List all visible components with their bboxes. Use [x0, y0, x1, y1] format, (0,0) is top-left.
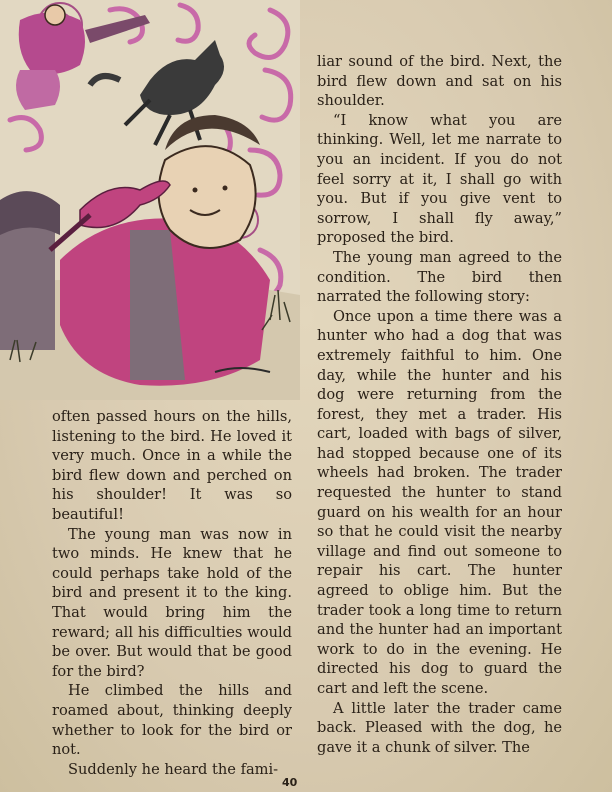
paragraph: The young man agreed to the condition. The bird then narrated the following story: — [317, 248, 562, 306]
story-illustration-icon — [0, 0, 300, 400]
paragraph: liar sound of the bird. Next, the bird flew down and sat on his shoulder. — [317, 53, 562, 110]
page-number: 40 — [282, 776, 298, 789]
paragraph: often passed hours on the hills, listening to the bird. He loved it very much. Once in a while the bird flew down and perched on his shoulder! It was so beautiful! — [52, 408, 292, 523]
paragraph: A little later the trader came back. Pleased with the dog, he gave it a chunk of silver. The — [317, 699, 562, 756]
paragraph: Suddenly he heard the fami- — [68, 760, 279, 778]
paragraph: The young man was now in two minds. He knew that he could perhaps take hold of the bird and present it to the king. That would bring him the reward; all his difficulties would be over. But would that be good for the bird? — [52, 525, 292, 680]
paragraph: He climbed the hills and roamed about, thinking deeply whether to look for the bird or not. — [52, 682, 292, 759]
paragraph: “I know what you are thinking. Well, let me narrate to you an incident. If you do not feel sorry at it, I shall go with you. But if you give vent to sorrow, I shall fly away,” proposed the bird. — [317, 111, 562, 247]
left-text-column — [52, 407, 292, 779]
right-text-column — [317, 52, 562, 757]
paragraph: Once upon a time there was a hunter who had a dog that was extremely faithful to him. One day, while the hunter and his dog were returning from the forest, they met a trader. His cart, loaded with bags of silver, had stopped because one of its wheels had broken. The trader requested the hunter to stand guard on his wealth for an hour so that he could visit the nearby village and find out someone to repair his cart. The hunter agreed to oblige him. But the trader took a long time to return and the hunter had an important work to do in the evening. He directed his dog to guard the cart and left the scene. — [317, 307, 562, 697]
